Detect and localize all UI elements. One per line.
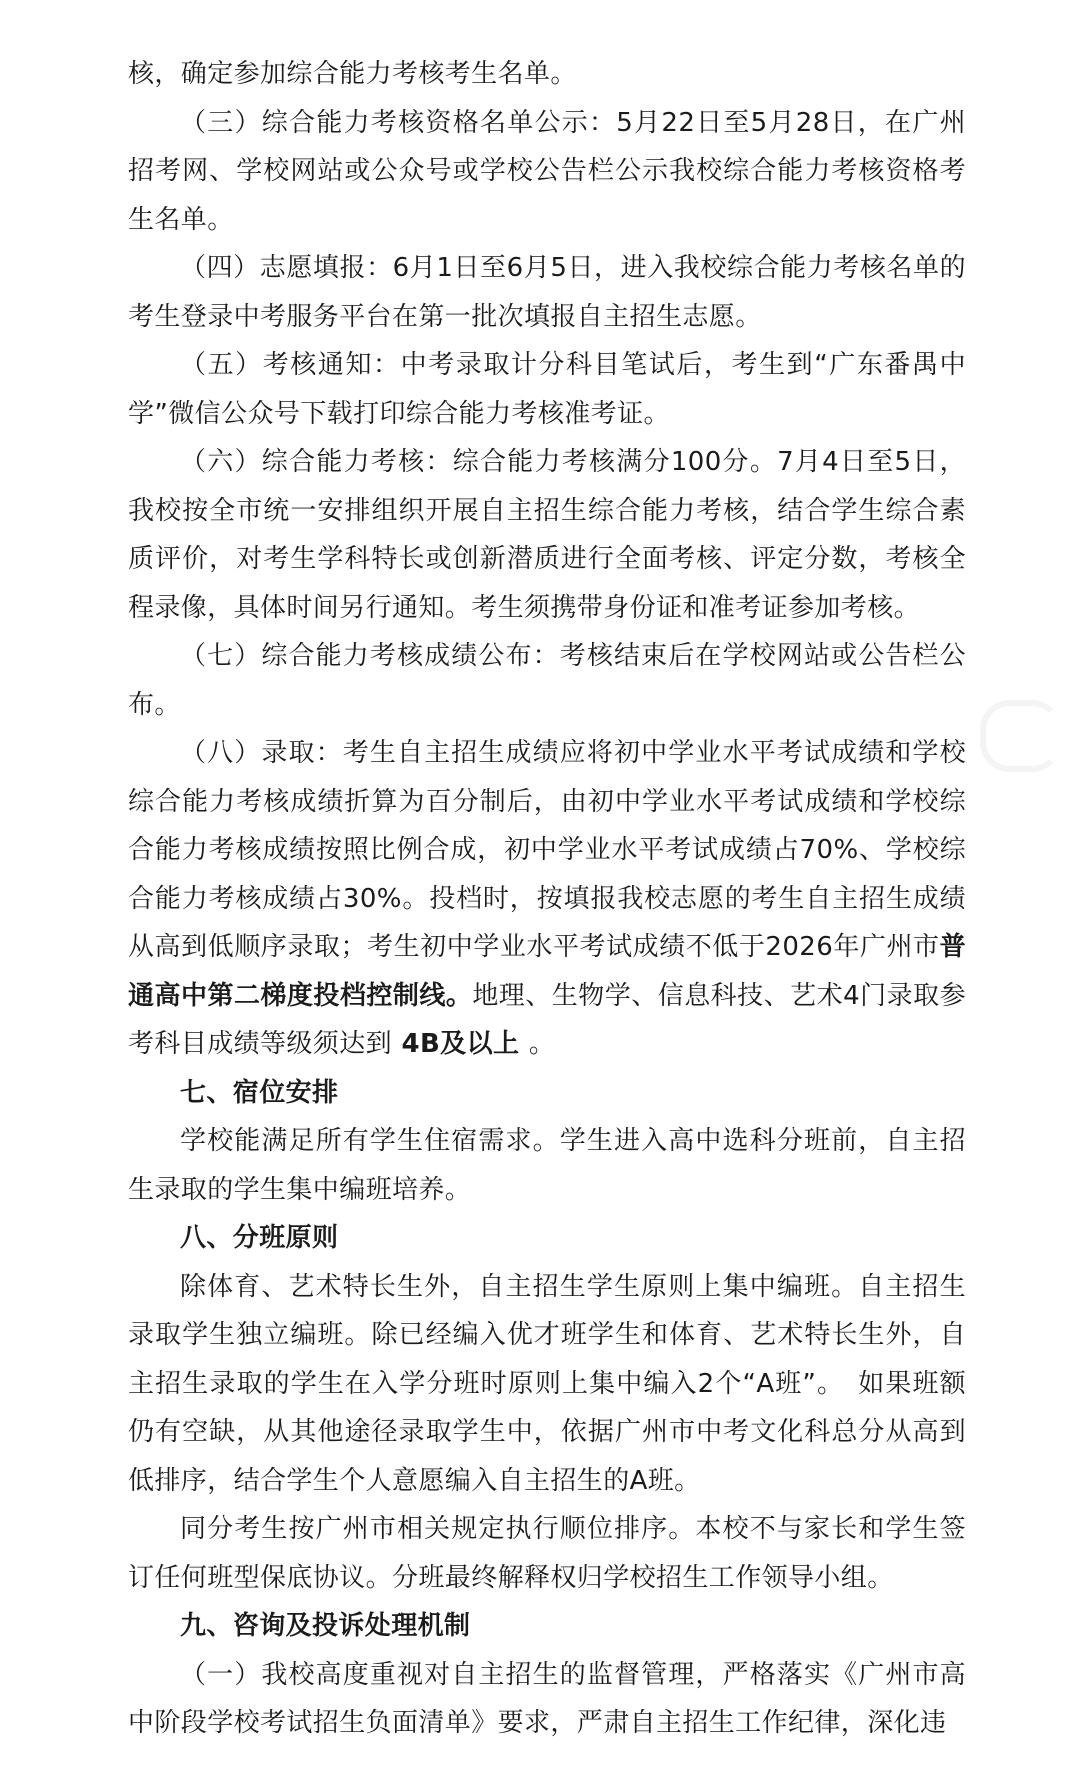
admission-control-line: 普通高中第二梯度投档控制线。 [128,932,966,1011]
admission-end: 。 [528,1029,556,1059]
paragraph-item-6: （六）综合能力考核：综合能力考核满分100分。7月4日至5日，我校按全市统一安排组织开展自主招生综合能力考核，结合学生综合素质评价，对考生学科特长或创新潜质进行全面考核、评定分数，考核全程录像，具体时间另行通知。考生须携带身份证和准考证参加考核。 [128,447,966,623]
paragraph-class-division: 除体育、艺术特长生外，自主招生学生原则上集中编班。自主招生录取学生独立编班。除已经编入优才班学生和体育、艺术特长生外，自主招生录取的学生在入学分班时原则上集中编入2个“A班”。 如果班额仍有空缺，从其他途径录取学生中，依据广州市中考文化科总分从高到低排序，结合学生个人意愿编入自主招生的A班。 [128,1271,966,1496]
section-heading-dormitory: 七、宿位安排 [180,1077,339,1108]
watermark-mark [980,700,1062,772]
paragraph-item-8 [128,729,966,1069]
admission-subjects-text: 地理、生物学、信息科技、艺术4门录取参考科目成绩等级须达到 [128,980,966,1059]
admission-grade-requirement: 4B及以上 [392,1029,529,1059]
admission-text: （八）录取：考生自主招生成绩应将初中学业水平考试成绩和学校综合能力考核成绩折算为百分制后，由初中学业水平考试成绩和学校综合能力考核成绩按照比例合成，初中学业水平考试成绩占70%、学校综合能力考核成绩占30%。投档时，按填报我校志愿的考生自主招生成绩从高到低顺序录取；考生初中学业水平考试成绩不低于2026年广州市 [128,738,966,962]
paragraph-item-4: （四）志愿填报：6月1日至6月5日，进入我校综合能力考核名单的考生登录中考服务平台在第一批次填报自主招生志愿。 [128,253,966,332]
paragraph-continuation: 核，确定参加综合能力考核考生名单。 [128,59,577,89]
paragraph-tie-ranking: 同分考生按广州市相关规定执行顺位排序。本校不与家长和学生签订任何班型保底协议。分班最终解释权归学校招生工作领导小组。 [128,1514,966,1593]
paragraph-item-3: （三）综合能力考核资格名单公示：5月22日至5月28日，在广州招考网、学校网站或公众号或学校公告栏公示我校综合能力考核资格考生名单。 [128,107,966,235]
paragraph-dormitory: 学校能满足所有学生住宿需求。学生进入高中选科分班前，自主招生录取的学生集中编班培养。 [128,1126,966,1205]
paragraph-item-5: （五）考核通知：中考录取计分科目笔试后，考生到“广东番禺中学”微信公众号下载打印综合能力考核准考证。 [128,350,966,429]
section-heading-consultation: 九、咨询及投诉处理机制 [180,1611,471,1641]
section-heading-class-division: 八、分班原则 [180,1223,339,1253]
paragraph-consultation-1: （一）我校高度重视对自主招生的监督管理，严格落实《广州市高中阶段学校考试招生负面清单》要求，严肃自主招生工作纪律，深化违 [128,1659,966,1738]
paragraph-item-7: （七）综合能力考核成绩公布：考核结束后在学校网站或公告栏公布。 [128,641,966,720]
document-body [128,50,966,1748]
